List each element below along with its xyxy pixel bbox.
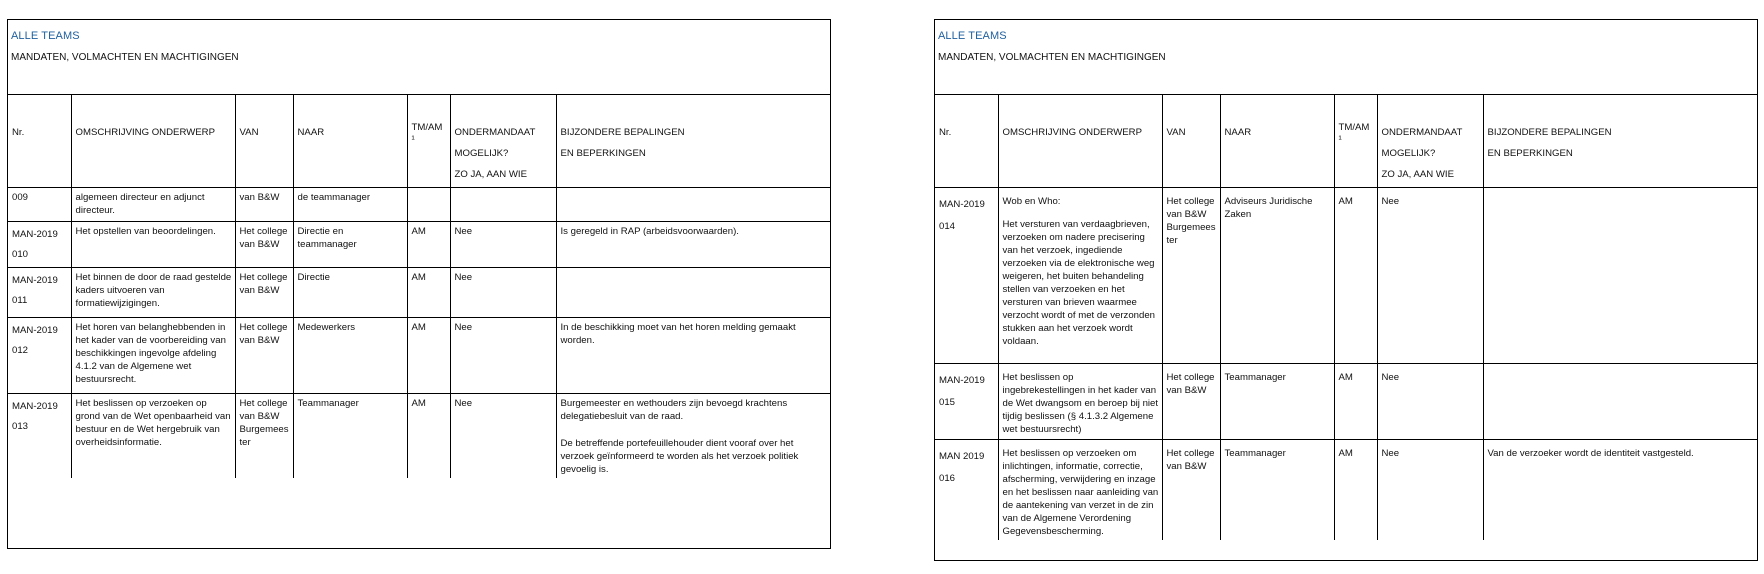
cell-bijzondere	[556, 394, 830, 479]
ondermandaat-line-2: MOGELIJK?	[1381, 148, 1436, 159]
col-header-bijzondere	[556, 95, 830, 188]
cell-nr	[8, 222, 71, 268]
cell-naar: de teammanager	[293, 188, 407, 222]
cell-nr	[8, 394, 71, 479]
mandate-table-page-left	[7, 19, 831, 549]
cell-tmam: AM	[407, 318, 450, 394]
table-row	[8, 188, 830, 222]
nr-code: MAN 2019	[939, 451, 985, 462]
col-header-van: VAN	[1162, 95, 1220, 188]
nr-number: 012	[12, 345, 29, 356]
cell-nr	[8, 318, 71, 394]
cell-bijzondere	[556, 268, 830, 318]
cell-onderwerp: Het horen van belanghebbenden in het kader van de voorbereiding van beschikkingen ingevolge afdeling 4.1.2 van de Algemene wet bestuursrecht.	[71, 318, 235, 394]
team-title: ALLE TEAMS	[938, 30, 1007, 42]
cell-bijzondere	[556, 188, 830, 222]
cell-ondermandaat: Nee	[1377, 364, 1483, 440]
cell-bijzondere: Is geregeld in RAP (arbeidsvoorwaarden).	[556, 222, 830, 268]
bijzondere-paragraph: Burgemeester en wethouders zijn bevoegd krachtens delegatiebesluit van de raad.	[560, 398, 788, 422]
onderwerp-text: Het versturen van verdaagbrieven, verzoeken om nadere precisering van het verzoek, ingediende verzoeken via de elektronische weg weigeren, het buiten behandeling stellen van verzoeken en het versturen van brieven waarmee verzocht wordt of met de verzonden stukken aan het verzoek wordt voldaan.	[1002, 219, 1156, 347]
cell-bijzondere	[1483, 188, 1757, 364]
nr-number: 014	[939, 221, 956, 232]
bijzondere-line-2: EN BEPERKINGEN	[1487, 148, 1573, 159]
cell-naar: Teammanager	[1220, 364, 1334, 440]
cell-onderwerp: Het beslissen op verzoeken om inlichtingen, informatie, correctie, afscherming, verwijdering en inzage en het beslissen naar aanleiding van de aantekening van verzet in de zin van de Algemene Verordening Gegevensbescherming.	[998, 440, 1162, 541]
col-header-onderwerp: OMSCHRIJVING ONDERWERP	[998, 95, 1162, 188]
col-header-naar: NAAR	[1220, 95, 1334, 188]
col-header-nr: Nr.	[8, 95, 71, 188]
page-header	[8, 20, 830, 95]
cell-bijzondere: In de beschikking moet van het horen melding gemaakt worden.	[556, 318, 830, 394]
nr-code: MAN-2019	[12, 275, 58, 286]
cell-naar: Directie en teammanager	[293, 222, 407, 268]
nr-number: 013	[12, 421, 29, 432]
col-header-onderwerp: OMSCHRIJVING ONDERWERP	[71, 95, 235, 188]
cell-ondermandaat: Nee	[1377, 188, 1483, 364]
cell-nr	[8, 268, 71, 318]
cell-naar: Medewerkers	[293, 318, 407, 394]
cell-tmam: AM	[407, 394, 450, 479]
cell-tmam	[407, 188, 450, 222]
cell-nr	[935, 364, 998, 440]
nr-code: MAN-2019	[12, 229, 58, 240]
page-header	[935, 20, 1757, 95]
document-subtitle: MANDATEN, VOLMACHTEN EN MACHTIGINGEN	[11, 52, 239, 63]
col-header-ondermandaat	[1377, 95, 1483, 188]
cell-tmam: AM	[1334, 188, 1377, 364]
cell-tmam: AM	[1334, 440, 1377, 541]
bijzondere-line-1: BIJZONDERE BEPALINGEN	[1487, 127, 1612, 138]
ondermandaat-line-1: ONDERMANDAAT	[1381, 127, 1463, 138]
cell-onderwerp: Het beslissen op verzoeken op grond van de Wet openbaarheid van bestuur en de Wet hergebruik van overheidsinformatie.	[71, 394, 235, 479]
cell-onderwerp: Het beslissen op ingebrekestellingen in het kader van de Wet dwangsom en beroep bij niet tijdig beslissen (§ 4.1.3.2 Algemene wet bestuursrecht)	[998, 364, 1162, 440]
table-row	[935, 440, 1757, 541]
cell-van: Het college van B&W	[1162, 440, 1220, 541]
nr-number: 015	[939, 397, 956, 408]
cell-tmam: AM	[1334, 364, 1377, 440]
cell-ondermandaat: Nee	[450, 394, 556, 479]
ondermandaat-line-3: ZO JA, AAN WIE	[454, 169, 527, 180]
cell-naar: Teammanager	[1220, 440, 1334, 541]
bijzondere-line-1: BIJZONDERE BEPALINGEN	[560, 127, 685, 138]
table-row	[8, 318, 830, 394]
nr-code: MAN-2019	[939, 375, 985, 386]
tmam-label: TM/AM	[411, 122, 443, 133]
footnote-mark: ¹	[411, 134, 415, 145]
cell-van: Het college van B&W Burgemeester	[1162, 188, 1220, 364]
cell-van: Het college van B&W	[1162, 364, 1220, 440]
table-row	[8, 222, 830, 268]
nr-number: 010	[12, 249, 29, 260]
cell-onderwerp: Het opstellen van beoordelingen.	[71, 222, 235, 268]
table-header-row	[935, 95, 1757, 188]
table-header-row	[8, 95, 830, 188]
cell-ondermandaat: Nee	[1377, 440, 1483, 541]
bijzondere-line-2: EN BEPERKINGEN	[560, 148, 646, 159]
cell-bijzondere: Van de verzoeker wordt de identiteit vastgesteld.	[1487, 448, 1694, 459]
cell-ondermandaat: Nee	[450, 318, 556, 394]
cell-bijzondere	[1483, 364, 1757, 440]
mandate-table	[8, 95, 830, 478]
cell-nr	[935, 440, 998, 541]
table-row	[935, 364, 1757, 440]
ondermandaat-line-2: MOGELIJK?	[454, 148, 509, 159]
col-header-nr: Nr.	[935, 95, 998, 188]
team-title: ALLE TEAMS	[11, 30, 80, 42]
cell-naar: Directie	[293, 268, 407, 318]
col-header-tmam	[1334, 95, 1377, 188]
cell-nr	[935, 188, 998, 364]
cell-ondermandaat: Nee	[450, 222, 556, 268]
col-header-naar: NAAR	[293, 95, 407, 188]
ondermandaat-line-3: ZO JA, AAN WIE	[1381, 169, 1454, 180]
cell-ondermandaat	[450, 188, 556, 222]
cell-tmam: AM	[407, 268, 450, 318]
table-row	[935, 188, 1757, 364]
nr-code: MAN-2019	[12, 325, 58, 336]
col-header-ondermandaat	[450, 95, 556, 188]
col-header-tmam	[407, 95, 450, 188]
cell-tmam: AM	[407, 222, 450, 268]
onderwerp-heading: Wob en Who:	[1002, 196, 1061, 207]
col-header-van: VAN	[235, 95, 293, 188]
nr-number: 011	[12, 295, 28, 306]
mandate-table-page-right	[934, 19, 1758, 561]
nr-code: MAN-2019	[12, 401, 58, 412]
document-subtitle: MANDATEN, VOLMACHTEN EN MACHTIGINGEN	[938, 52, 1166, 63]
cell-naar: Teammanager	[293, 394, 407, 479]
ondermandaat-line-1: ONDERMANDAAT	[454, 127, 536, 138]
cell-van: Het college van B&W	[235, 222, 293, 268]
cell-van: Het college van B&W Burgemeester	[235, 394, 293, 479]
bijzondere-paragraph: De betreffende portefeuillehouder dient vooraf over het verzoek geïnformeerd te worden als het verzoek politiek gevoelig is.	[560, 438, 799, 475]
cell-onderwerp: Het binnen de door de raad gestelde kaders uitvoeren van formatiewijzigingen.	[71, 268, 235, 318]
nr-number: 016	[939, 473, 956, 484]
cell-van: van B&W	[235, 188, 293, 222]
cell-onderwerp	[998, 188, 1162, 364]
col-header-bijzondere	[1483, 95, 1757, 188]
footnote-mark: ¹	[1338, 134, 1342, 145]
table-row	[8, 268, 830, 318]
table-row	[8, 394, 830, 479]
cell-van: Het college van B&W	[235, 268, 293, 318]
nr-code: MAN-2019	[939, 199, 985, 210]
cell-ondermandaat: Nee	[450, 268, 556, 318]
cell-nr: 009	[8, 188, 71, 222]
cell-van: Het college van B&W	[235, 318, 293, 394]
mandate-table	[935, 95, 1757, 540]
cell-onderwerp: algemeen directeur en adjunct directeur.	[71, 188, 235, 222]
cell-naar: Adviseurs Juridische Zaken	[1220, 188, 1334, 364]
tmam-label: TM/AM	[1338, 122, 1370, 133]
